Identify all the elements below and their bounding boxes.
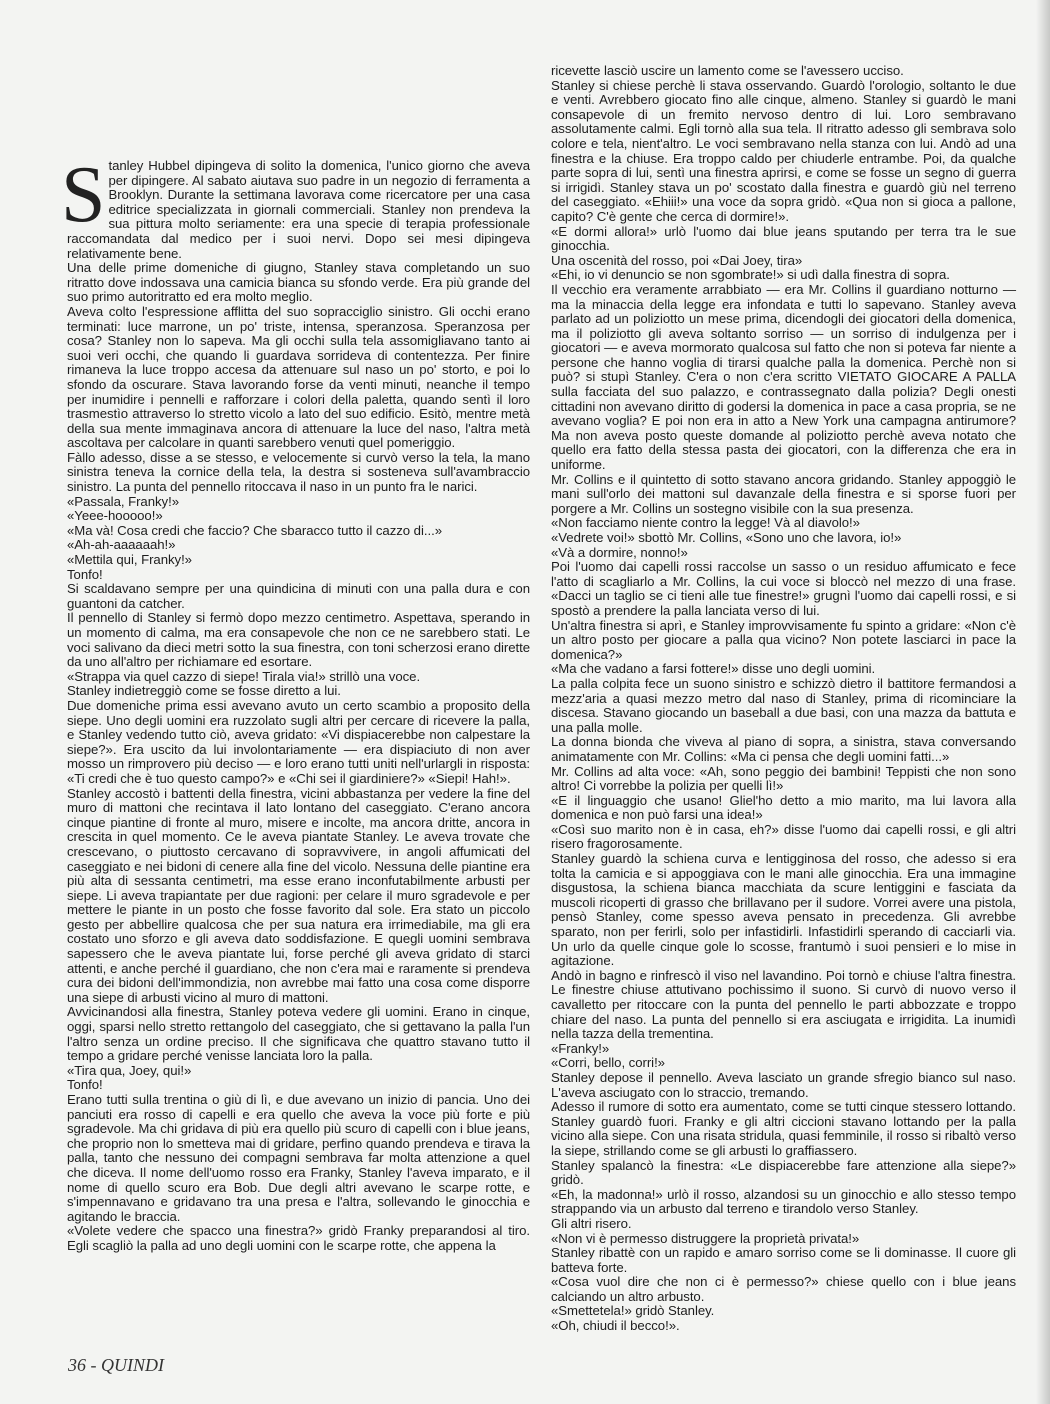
left-text-column — [61, 131, 530, 1254]
paragraph: «Non facciamo niente contro la legge! Và al diavolo!» — [551, 515, 860, 531]
paragraph: Stanley indietreggiò come se fosse diretto a lui. — [67, 683, 341, 699]
paragraph: «Ma và! Cosa credi che faccio? Che sbaracco tutto il cazzo di...» — [67, 522, 442, 538]
opening-paragraph — [61, 131, 530, 261]
page-gutter-shadow — [1036, 0, 1050, 1404]
paragraph: Una delle prime domeniche di giugno, Stanley stava completando un suo ritratto dove indossava una camicia bianca su sfondo verde. Era più grande del suo primo autoritratto ed era molto meglio. — [67, 260, 530, 305]
paragraph: Mr. Collins e il quintetto di sotto stavano ancora gridando. Stanley appoggiò le mani sull'orlo dei mattoni sul davanzale della finestra e si sporse fuori per porgere a Mr. Collins un sostegno visibile con la sua presenza. — [551, 471, 1016, 516]
paragraph: «Cosa vuol dire che non ci è permesso?» chiese quello con i blue jeans calciando un altro arbusto. — [551, 1274, 1016, 1304]
paragraph: «Eh, la madonna!» urlò il rosso, alzandosi su un ginocchio e allo stesso tempo strappando via un arbusto dal terreno e tirandolo verso Stanley. — [551, 1186, 1016, 1217]
paragraph: «Smettetela!» gridò Stanley. — [551, 1303, 715, 1319]
paragraph: Erano tutti sulla trentina o giù di lì, e due avevano un inizio di pancia. Uno dei panciuti era rosso di capelli e era quello che aveva la voce più forte e più sgradevole. Ma chi gridava di più era quello più scuro di capelli con i blue jeans, che proprio non lo smetteva mai di gridare, perfino quando prendeva e tirava la palla, tanto che nessuno dei compagni sembrava far molta attenzione a quel che diceva. Il nome dell'uomo rosso era Franky, Stanley l'aveva imparato, e il nome di quello scuro era Bob. Due degli altri avevano le scarpe rotte, e s'impennavano e gridavano tra una presa e l'altra, sollevando le ginocchia e agitando le braccia. — [67, 1092, 530, 1224]
paragraph: Tonfo! — [67, 1077, 103, 1093]
paragraph: Stanley guardò la schiena curva e lentigginosa del rosso, che adesso si era tolta la camicia e si appoggiava con le mani alle ginocchia. Era una immagine disgustosa, la schiena bianca macchiata da scure lentiggini e fasciata da muscoli ricoperti di grasso che brillavano per il sudore. Vorrei avere una pistola, pensò Stanley, come spesso aveva pensato in precedenza. Gli avrebbe sparato, non per ferirli, solo per infastidirli. Infastidirli sperando di cacciarli via. Un urlo da quelle cinque gole lo scosse, frantumò i suoi pensieri e lo mise in agitazione. — [551, 851, 1016, 969]
paragraph: «Non vi è permesso distruggere la proprietà privata!» — [551, 1230, 860, 1246]
paragraph: «Così suo marito non è in casa, eh?» disse l'uomo dai capelli rossi, e gli altri risero fragorosamente. — [551, 821, 1016, 852]
paragraph: Un'altra finestra si aprì, e Stanley improvvisamente fu spinto a gridare: «Non c'è un altro posto per giocare a palla qua vicino? Non potete lasciarci in pace la domenica?» — [551, 617, 1016, 662]
paragraph: «Oh, chiudi il becco!». — [551, 1318, 680, 1334]
paragraph: «Vedrete voi!» sbottò Mr. Collins, «Sono uno che lavora, io!» — [551, 530, 902, 545]
drop-cap: S — [61, 151, 106, 239]
paragraph: La donna bionda che viveva al piano di sopra, a sinistra, stava conversando animatamente con Mr. Collins: «Ma ci pensa che degli uomini fatti...» — [551, 734, 1016, 764]
paragraph: Avvicinandosi alla finestra, Stanley poteva vedere gli uomini. Erano in cinque, oggi, sparsi nello stretto rettangolo del caseggiato, che si gettavano la palla l'un l'altro senza un ordine preciso. Il che significava che quattro stavano tutto il tempo a gridare perché venisse lanciata loro la palla. — [67, 1004, 530, 1064]
paragraph: «Strappa via quel cazzo di siepe! Tirala via!» strillò una voce. — [67, 668, 421, 684]
paragraph: Aveva colto l'espressione afflitta del suo sopracciglio sinistro. Gli occhi erano terminati: luce marrone, un po' triste, intensa, speranzosa. Speranzosa per cosa? Stanley non lo sapeva. Ma gli occhi sulla tela assomigliavano tanto ai suoi veri occhi, che quando li guardava sorrideva di contentezza. Per finire rimaneva la luce troppo accesa da attenuare sul naso un po' storto, e poi lo sfondo da oscurare. Stava lavorando forse da venti minuti, neanche il tempo per inumidire i pennelli e rafforzare i colori della paletta, quando sentì il loro trasmestìo attraverso lo stretto vicolo a lato del suo edificio. Esitò, mentre metà della sua mente immaginava ancora di attenuare la luce del naso, l'altra metà ascoltava per calcolare in quanti sarebbero venuti quel pomeriggio. — [67, 303, 530, 451]
paragraph: Poi l'uomo dai capelli rossi raccolse un sasso o un residuo affumicato e fece l'atto di scagliarlo a Mr. Collins, la cui voce si bloccò nel mezzo di una frase. «Dacci un taglio se ci tieni alle tue finestre!» grugnì l'uomo dai capelli rossi, e si spostò a prendere la palla lanciata verso di lui. — [551, 559, 1016, 618]
opening-paragraph-text: tanley Hubbel dipingeva di solito la domenica, l'unico giorno che aveva per dipingere. Al sabato aiutava suo padre in un negozio di ferramenta a Brooklyn. Durante la settimana lavorava come ricercatore per una casa editrice specializzata in giornali commerciali. Stanley non prendeva la sua pittura molto seriamente: era una specie di terapia professionale raccomandata dal medico per i suoi nervi. Dopo sei mesi dipingeva relativamente bene. — [67, 158, 530, 261]
paragraph: Stanley ribattè con un rapido e amaro sorriso come se li dominasse. Il cuore gli batteva forte. — [551, 1245, 1016, 1275]
paragraph: «Passala, Franky!» — [67, 493, 179, 509]
paragraph: «E il linguaggio che usano! Gliel'ho detto a mio marito, ma lui lavora alla domenica e non può farsi una idea!» — [551, 792, 1016, 823]
paragraph: ricevette lasciò uscire un lamento come se l'avessero ucciso. — [551, 63, 904, 78]
paragraph: «Franky!» — [551, 1040, 610, 1056]
paragraph: Il vecchio era veramente arrabbiato — era Mr. Collins il guardiano notturno — ma la minaccia della legge era infondata e tutti lo sapevano. Stanley aveva parlato ad un poliziotto un mese prima, dicendogli dei giocatori della domenica, ma il poliziotto gli aveva soltanto sorriso — un sorriso di indulgenza per i giocatori — e aveva mormorato qualcosa sul fatto che non si poteva far niente a persone che hanno voglia di tirarsi qualche palla la domenica. Perchè non si può? si stupì Stanley. C'era o non c'era scritto VIETATO GIOCARE A PALLA sulla facciata del suo palazzo, e contrassegnato dalla polizia? Degli onesti cittadini non avevano diritto di godersi la domenica in pace a casa propria, se ne avevano voglia? E poi non era in atto a New York una campagna antirumore? Ma non aveva posto queste domande al poliziotto perchè aveva notato che quello era fatto della stessa pasta dei giocatori, con la differenza che era in uniforme. — [551, 281, 1016, 473]
paragraph: «Ah-ah-aaaaaah!» — [67, 537, 176, 553]
paragraph: Andò in bagno e rinfrescò il viso nel lavandino. Poi tornò e chiuse l'altra finestra. Le finestre chiuse attutivano pochissimo il suono. Si curvò di nuovo verso il cavalletto per ritoccare con la punta del pennello le parti abbozzate e troppo chiare del naso. La punta del pennello si era asciugata e irrigidita. La inumidì nella tazza della trementina. — [551, 967, 1016, 1042]
paragraph: «E dormi allora!» urlò l'uomo dai blue jeans sputando per terra tra le sue ginocchia. — [551, 223, 1016, 254]
paragraph: Stanley spalancò la finestra: «Le dispiacerebbe fare attenzione alla siepe?» gridò. — [551, 1157, 1016, 1188]
paragraph: Il pennello di Stanley si fermò dopo mezzo centimetro. Aspettava, sperando in un momento di calma, ma era consapevole che non ce ne sarebbero stati. Le voci salivano da dieci metri sotto la sua finestra, con toni scherzosi erano dirette da uno all'altro per richiamare ed esortare. — [67, 610, 530, 670]
paragraph: «Corri, bello, corri!» — [551, 1055, 665, 1071]
paragraph: «Yeee-hooooo!» — [67, 508, 163, 524]
paragraph: «Mettila qui, Franky!» — [67, 552, 192, 568]
paragraph: Stanley accostò i battenti della finestra, vicini abbastanza per vedere la fine del muro di mattoni che recintava il lato lontano del caseggiato. C'erano ancora cinque piantine di fronte al muro, misere e incolte, ma ancora dritte, ancora in crescita in quel momento. Ce le aveva piantate Stanley. Le aveva trovate che crescevano, o piuttosto cercavano di sopravvivere, in angoli affumicati del caseggiato e nei bidoni di cenere alla fine del vicolo. Nessuna delle piantine era più alta di sessanta centimetri, ma esse erano inconfutabilmente arbusti per siepe. Li aveva trapiantate per due ragioni: per celare il muro sgradevole e per mettere le piante in un posto che fosse favorito dal sole. Era stato un piccolo gesto per abbellire qualcosa che per sua natura era irrimediabile, ma gli era costato uno sforzo e gli aveva dato soddisfazione. E quegli uomini sembrava sapessero che le aveva piantate lui, forse perché gli aveva gridato di starci attenti, e anche perché il guardiano, che non c'era mai e raramente si prendeva cura dei bidoni dell'immondizia, non avrebbe mai fatto una cosa come disporre una siepe di arbusti vicino al muro di mattoni. — [67, 785, 530, 1005]
paragraph: Mr. Collins ad alta voce: «Ah, sono peggio dei bambini! Teppisti che non sono altro! Ci vorrebbe la polizia per quelli lì!» — [551, 763, 1016, 794]
paragraph: Tonfo! — [67, 566, 103, 582]
paragraph: Stanley si chiese perchè li stava osservando. Guardò l'orologio, soltanto le due e venti. Avrebbero giocato fino alle cinque, almeno. Stanley si guardò le mani consapevole di un fremito nervoso dentro di lui. Loro sembravano assolutamente calmi. Egli tornò alla sua tela. Il ritratto adesso gli sembrava solo colore e tela, nient'altro. Le voci sembravano nella stanza con lui. Andò ad una finestra e la chiuse. Era troppo caldo per chiuderle entrambe. Poi, da qualche parte sopra di lui, sentì una finestra aprirsi, e come se fosse un segno di guerra si irrigidì. Stanley stava un po' scostato dalla finestra e guardò giù nel terreno del caseggiato. «Ehiii!» una voce da sopra gridò. «Qua non si gioca a pallone, capito? C'è gente che cerca di dormire!». — [551, 77, 1016, 224]
right-text-column — [551, 64, 1016, 1334]
paragraph: «Volete vedere che spacco una finestra?» gridò Franky preparandosi al tiro. Egli scagliò la palla ad uno degli uomini con le scarpe rotte, che appena la — [67, 1223, 530, 1253]
paragraph: Si scaldavano sempre per una quindicina di minuti con una palla dura e con guantoni da catcher. — [67, 581, 530, 611]
paragraph: Gli altri risero. — [551, 1215, 632, 1231]
paragraph: «Tira qua, Joey, qui!» — [67, 1062, 192, 1078]
paragraph: Fàllo adesso, disse a se stesso, e velocemente si curvò verso la tela, la mano sinistra teneva la cornice della tela, la destra si sosteneva sull'avambraccio sinistro. La punta del pennello ritoccava il naso in un punto fra le narici. — [67, 449, 530, 495]
page-folio: 36 - QUINDI — [68, 1355, 164, 1375]
paragraph: Stanley depose il pennello. Aveva lasciato un grande sfregio bianco sul naso. L'aveva asciugato con lo straccio, tremando. — [551, 1069, 1016, 1100]
paragraph: Una oscenità del rosso, poi «Dai Joey, tira» — [551, 252, 803, 268]
paragraph: Adesso il rumore di sotto era aumentato, come se tutti cinque stessero lottando. Stanley guardò fuori. Franky e gli altri ciccioni stavano lottando per la palla vicino alla siepe. Con una risata stridula, quasi femminile, il rosso si ribaltò verso la siepe, strillando come se gli arbusti lo graffiassero. — [551, 1099, 1016, 1158]
paragraph: Due domeniche prima essi avevano avuto un certo scambio a proposito della siepe. Uno degli uomini era ruzzolato sugli altri per cercare di ricevere la palla, e Stanley vedendo tutto ciò, aveva gridato: «Vi dispiacerebbe non calpestare la siepe?». Era uscito da lui involontariamente — era dispiaciuto di non aver mosso un rimprovero più deciso — e loro erano tutti uniti nell'urlargli in risposta: «Ti credi che è tuo questo campo?» e «Chi sei il giardiniere?» «Siepi! Hah!». — [67, 697, 530, 786]
paragraph: La palla colpita fece un suono sinistro e schizzò dietro il battitore fermandosi a mezz'aria a quasi mezzo metro dal naso di Stanley, prima di ricominciare la discesa. Stavano giocando un baseball a due basi, con una mazza da battuta e una palla molle. — [551, 675, 1016, 735]
paragraph: «Và a dormire, nonno!» — [551, 544, 688, 560]
paragraph: «Ehi, io vi denuncio se non sgombrate!» si udì dalla finestra di sopra. — [551, 267, 950, 283]
paragraph: «Ma che vadano a farsi fottere!» disse uno degli uomini. — [551, 661, 876, 677]
